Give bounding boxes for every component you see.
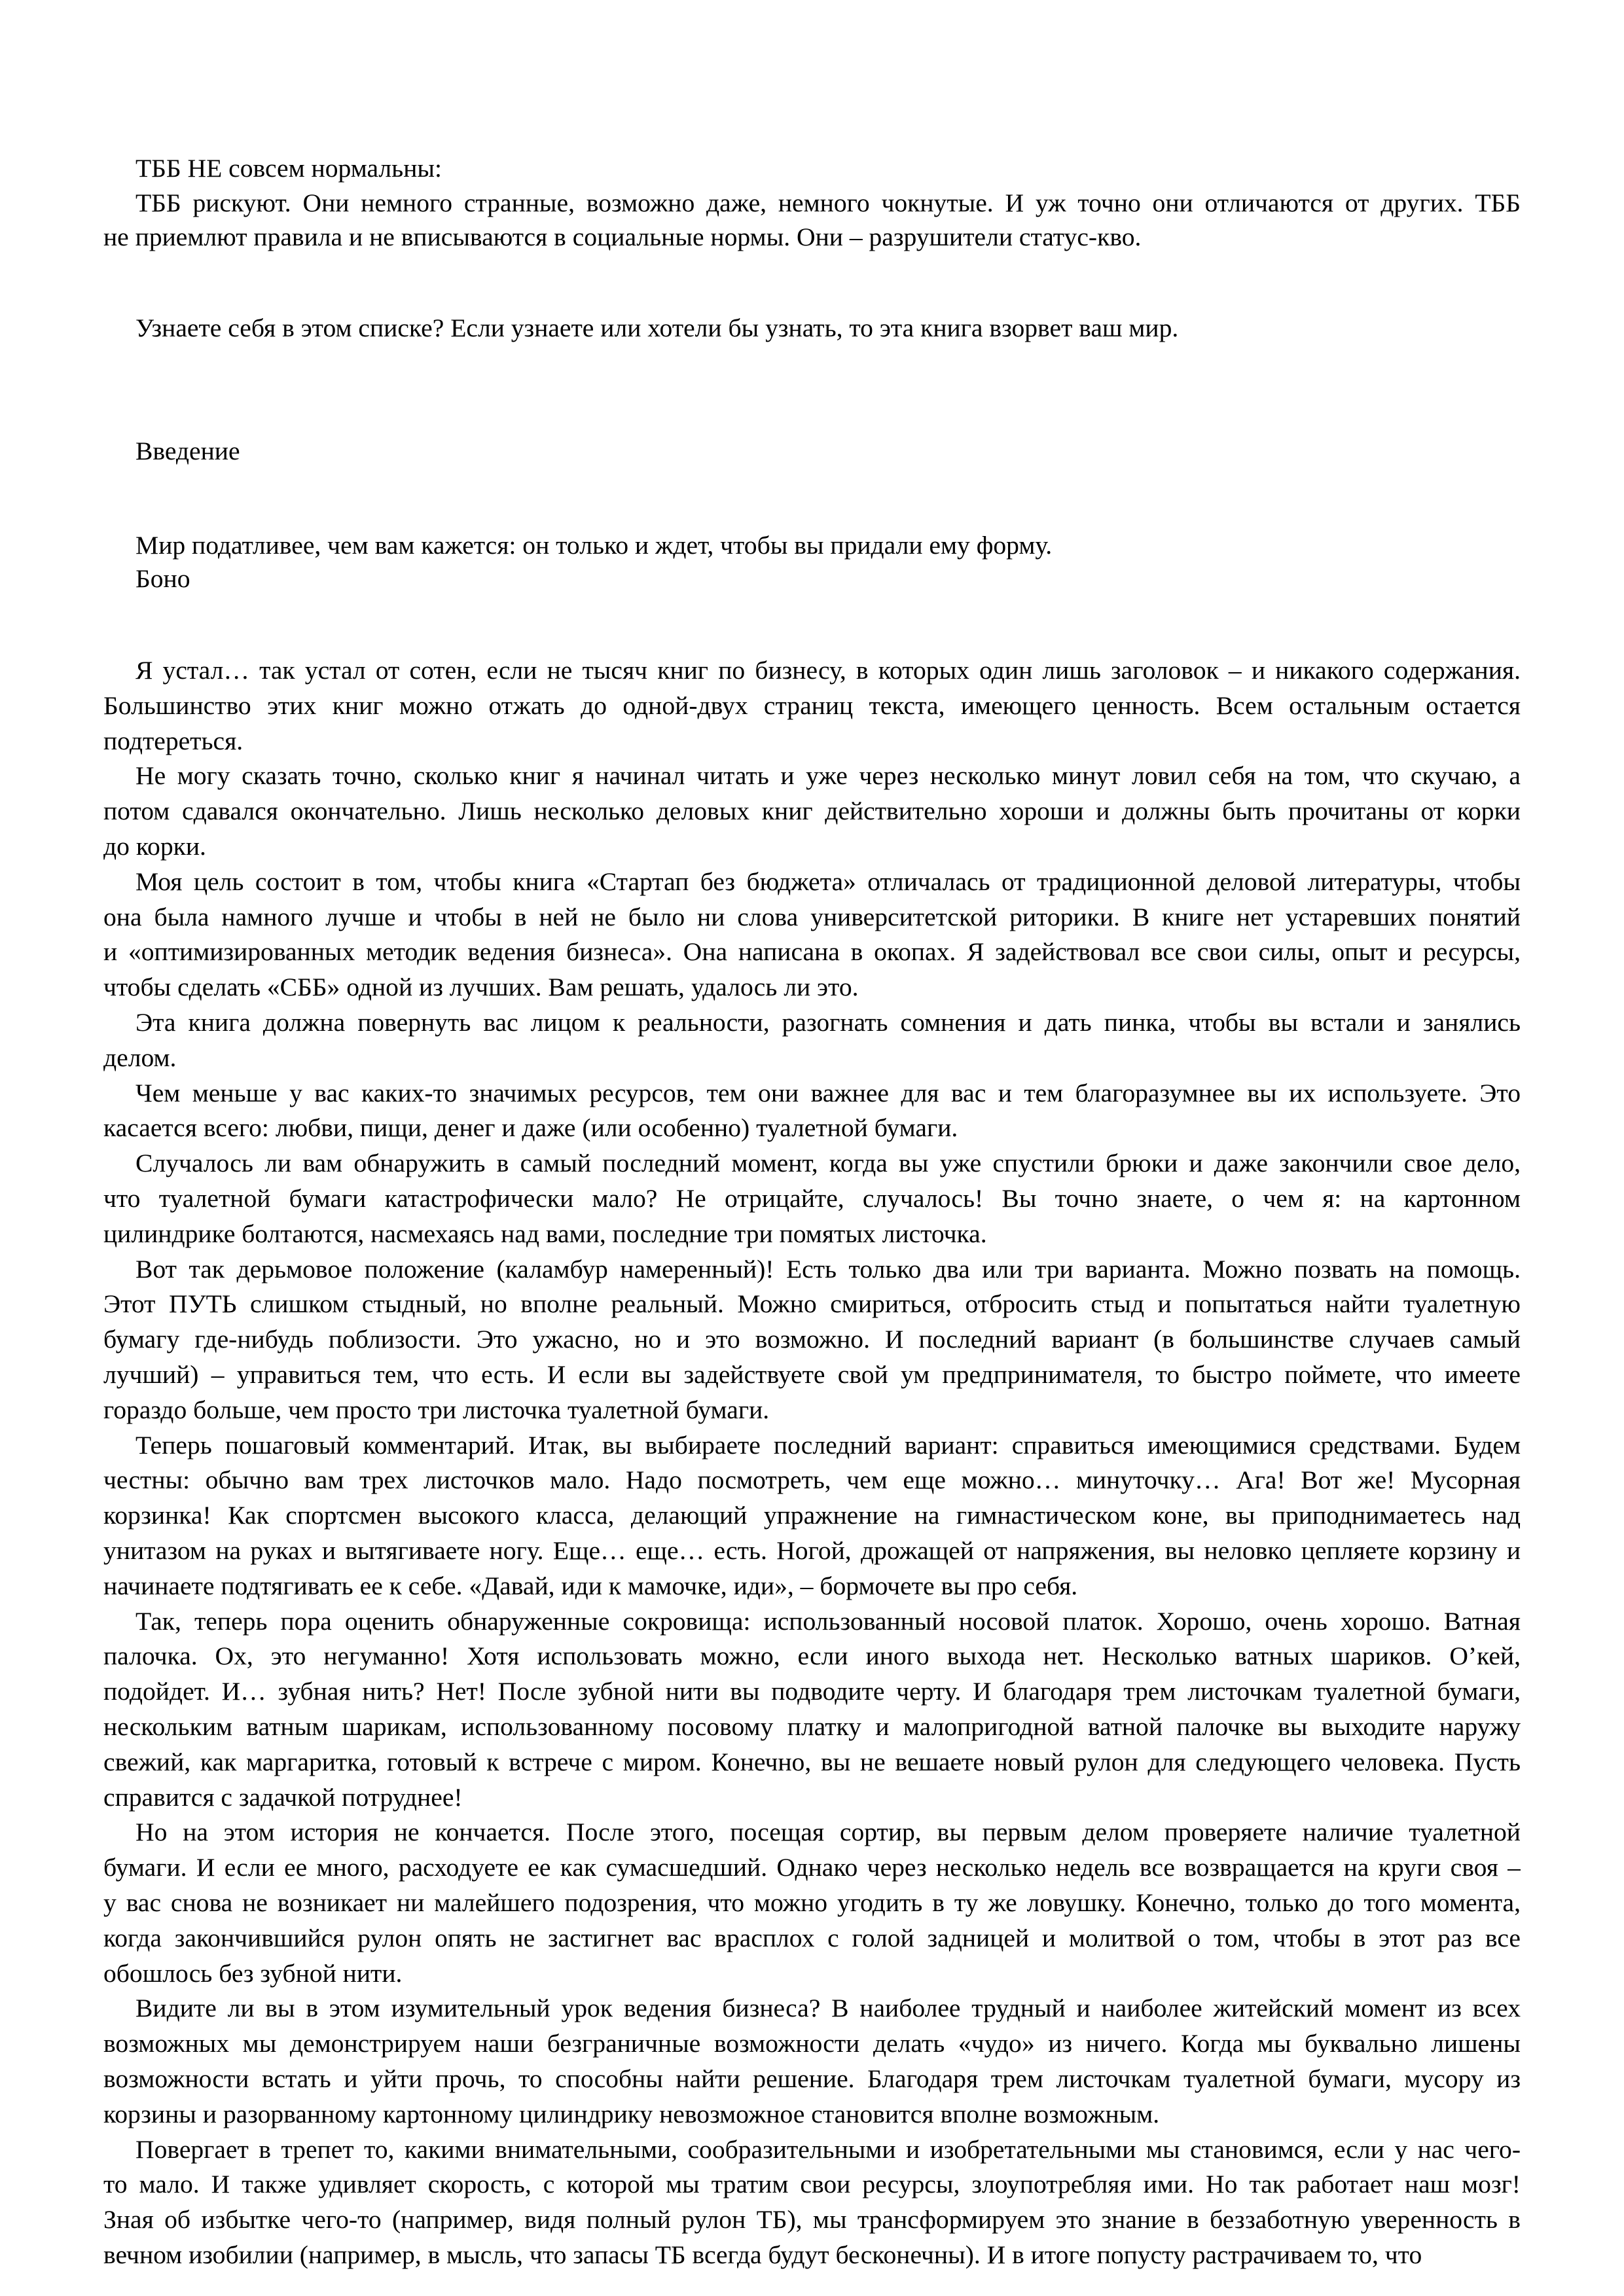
paragraph-line: корзинка! Как спортсмен высокого класса, делающий упражнение на гимнастическом коне, вы приподнимаетесь над [103,1501,1521,1530]
paragraph-line: Этот ПУТЬ слишком стыдный, но вполне реальный. Можно смириться, отбросить стыд и попытаться найти туалетную [103,1289,1521,1318]
paragraph-line: Большинство этих книг можно отжать до одной-двух страниц текста, имеющего ценность. Всем остальным остается [103,691,1521,720]
paragraph-line: корзины и разорванному картонному цилиндрику невозможное становится вполне возможным. [103,2100,1160,2128]
paragraph-line: подтереться. [103,726,244,755]
paragraph-line: касается всего: любви, пищи, денег и даже (или особенно) туалетной бумаги. [103,1113,958,1142]
paragraph-line: Моя цель состоит в том, чтобы книга «Стартап без бюджета» отличалась от традиционной деловой литературы, чтобы [135,867,1521,896]
paragraph-line: подойдет. И… зубная нить? Нет! После зубной нити вы подводите черту. И благодаря трем листочкам туалетной бумаги, [103,1677,1521,1706]
epigraph: Мир податливее, чем вам кажется: он только и ждет, чтобы вы придали ему форму. [135,531,1053,560]
paragraph-line: возможности встать и уйти прочь, то способны найти решение. Благодаря трем листочкам туалетной бумаги, мусору из [103,2064,1521,2093]
text-line: ТББ рискуют. Они немного странные, возможно даже, немного чокнутые. И уж точно они отличаются от других. ТББ [135,188,1521,217]
paragraph-line: Зная об избытке чего-то (например, видя полный рулон ТБ), мы трансформируем это знание в беззаботную уверенность в [103,2205,1521,2234]
paragraph-line: справится с задачкой потруднее! [103,1783,463,1812]
text-line: Узнаете себя в этом списке? Если узнаете или хотели бы узнать, то эта книга взорвет ваш мир. [135,314,1179,342]
paragraph-line: гораздо больше, чем просто три листочка туалетной бумаги. [103,1395,770,1424]
paragraph-line: бумаги. И если ее много, расходуете ее как сумасшедший. Однако через несколько недель все возвращается на круги своя – [103,1853,1521,1882]
paragraph-line: бумагу где-нибудь поблизости. Это ужасно, но и это возможно. И последний вариант (в большинстве случаев самый [103,1325,1521,1354]
paragraph-line: делом. [103,1043,177,1072]
paragraph-line: Но на этом история не кончается. После этого, посещая сортир, вы первым делом проверяете наличие туалетной [135,1818,1521,1846]
paragraph-line: она была намного лучше и чтобы в ней не было ни слова университетской риторики. В книге нет устаревших понятий [103,903,1521,931]
paragraph-line: свежий, как маргаритка, готовый к встрече с миром. Конечно, вы не вешаете новый рулон для следующего человека. Пусть [103,1748,1521,1776]
paragraph-line: что туалетной бумаги катастрофически мало? Не отрицайте, случалось! Вы точно знаете, о чем я: на картонном [103,1184,1521,1213]
text-line: не приемлют правила и не вписываются в социальные нормы. Они – разрушители статус-кво. [103,223,1142,251]
paragraph-line: то мало. И также удивляет скорость, с которой мы тратим свои ресурсы, злоупотребляя ими. Но так работает наш мозг! [103,2170,1521,2198]
paragraph-line: возможных мы демонстрируем наши безграничные возможности делать «чудо» из ничего. Когда мы буквально лишены [103,2029,1521,2058]
paragraph-line: у вас снова не возникает ни малейшего подозрения, что можно угодить в ту же ловушку. Конечно, только до того момента, [103,1888,1521,1917]
paragraph-line: унитазом на руках и вытягиваете ногу. Еще… еще… есть. Ногой, дрожащей от напряжения, вы неловко цепляете корзину и [103,1536,1521,1565]
paragraph-line: потом сдавался окончательно. Лишь несколько деловых книг действительно хороши и должны быть прочитаны от корки [103,797,1521,825]
section-heading: ТББ НЕ совсем нормальны: [135,154,442,183]
epigraph-author: Боно [135,564,190,593]
paragraph-line: Не могу сказать точно, сколько книг я начинал читать и уже через несколько минут ловил себя на том, что скучаю, а [135,761,1521,790]
paragraph-line: честны: обычно вам трех листочков мало. Надо посмотреть, чем еще можно… минуточку… Ага! Вот же! Мусорная [103,1465,1521,1494]
paragraph-line: чтобы сделать «СББ» одной из лучших. Вам решать, удалось ли это. [103,973,859,1001]
paragraph-line: лучший) – управиться тем, что есть. И если вы задействуете свой ум предпринимателя, то быстро поймете, что имеете [103,1360,1521,1389]
paragraph-line: и «оптимизированных методик ведения бизнеса». Она написана в окопах. Я задействовал все свои силы, опыт и ресурсы, [103,937,1521,966]
paragraph-line: обошлось без зубной нити. [103,1959,403,1988]
paragraph-line: палочка. Ох, это негуманно! Хотя использовать можно, если иного выхода нет. Несколько ватных шариков. О’кей, [103,1641,1521,1670]
paragraph-line: Я устал… так устал от сотен, если не тысяч книг по бизнесу, в которых один лишь заголовок – и никакого содержания. [135,656,1521,685]
paragraph-line: нескольким ватным шарикам, использованному посовому платку и малопригодной ватной палочке вы выходите наружу [103,1712,1521,1741]
paragraph-line: цилиндрике болтаются, насмехаясь над вами, последние три помятых листочка. [103,1219,987,1248]
paragraph-line: Случалось ли вам обнаружить в самый последний момент, когда вы уже спустили брюки и даже закончили свое дело, [135,1149,1521,1177]
paragraph-line: когда закончившийся рулон опять не застигнет вас врасплох с голой задницей и молитвой о том, чтобы в этот раз все [103,1924,1521,1952]
paragraph-line: Вот так дерьмовое положение (каламбур намеренный)! Есть только два или три варианта. Можно позвать на помощь. [135,1255,1521,1283]
paragraph-line: Эта книга должна повернуть вас лицом к реальности, разогнать сомнения и дать пинка, чтобы вы встали и занялись [135,1008,1521,1037]
paragraph-line: до корки. [103,832,206,861]
paragraph-line: вечном изобилии (например, в мысль, что запасы ТБ всегда будут бесконечны). И в итоге попусту растрачиваем то, что [103,2240,1422,2269]
paragraph-line: Теперь пошаговый комментарий. Итак, вы выбираете последний вариант: справиться имеющимися средствами. Будем [135,1431,1521,1460]
paragraph-line: Повергает в трепет то, какими внимательными, сообразительными и изобретательными мы становимся, если у нас чего- [135,2135,1521,2164]
paragraph-line: Чем меньше у вас каких-то значимых ресурсов, тем они важнее для вас и тем благоразумнее вы их используете. Это [135,1079,1521,1107]
chapter-title: Введение [135,437,240,465]
paragraph-line: Видите ли вы в этом изумительный урок ведения бизнеса? В наиболее трудный и наиболее житейский момент из всех [135,1994,1521,2022]
paragraph-line: Так, теперь пора оценить обнаруженные сокровища: использованный носовой платок. Хорошо, очень хорошо. Ватная [135,1607,1521,1636]
paragraph-line: начинаете подтягивать ее к себе. «Давай, иди к мамочке, иди», – бормочете вы про себя. [103,1571,1078,1600]
